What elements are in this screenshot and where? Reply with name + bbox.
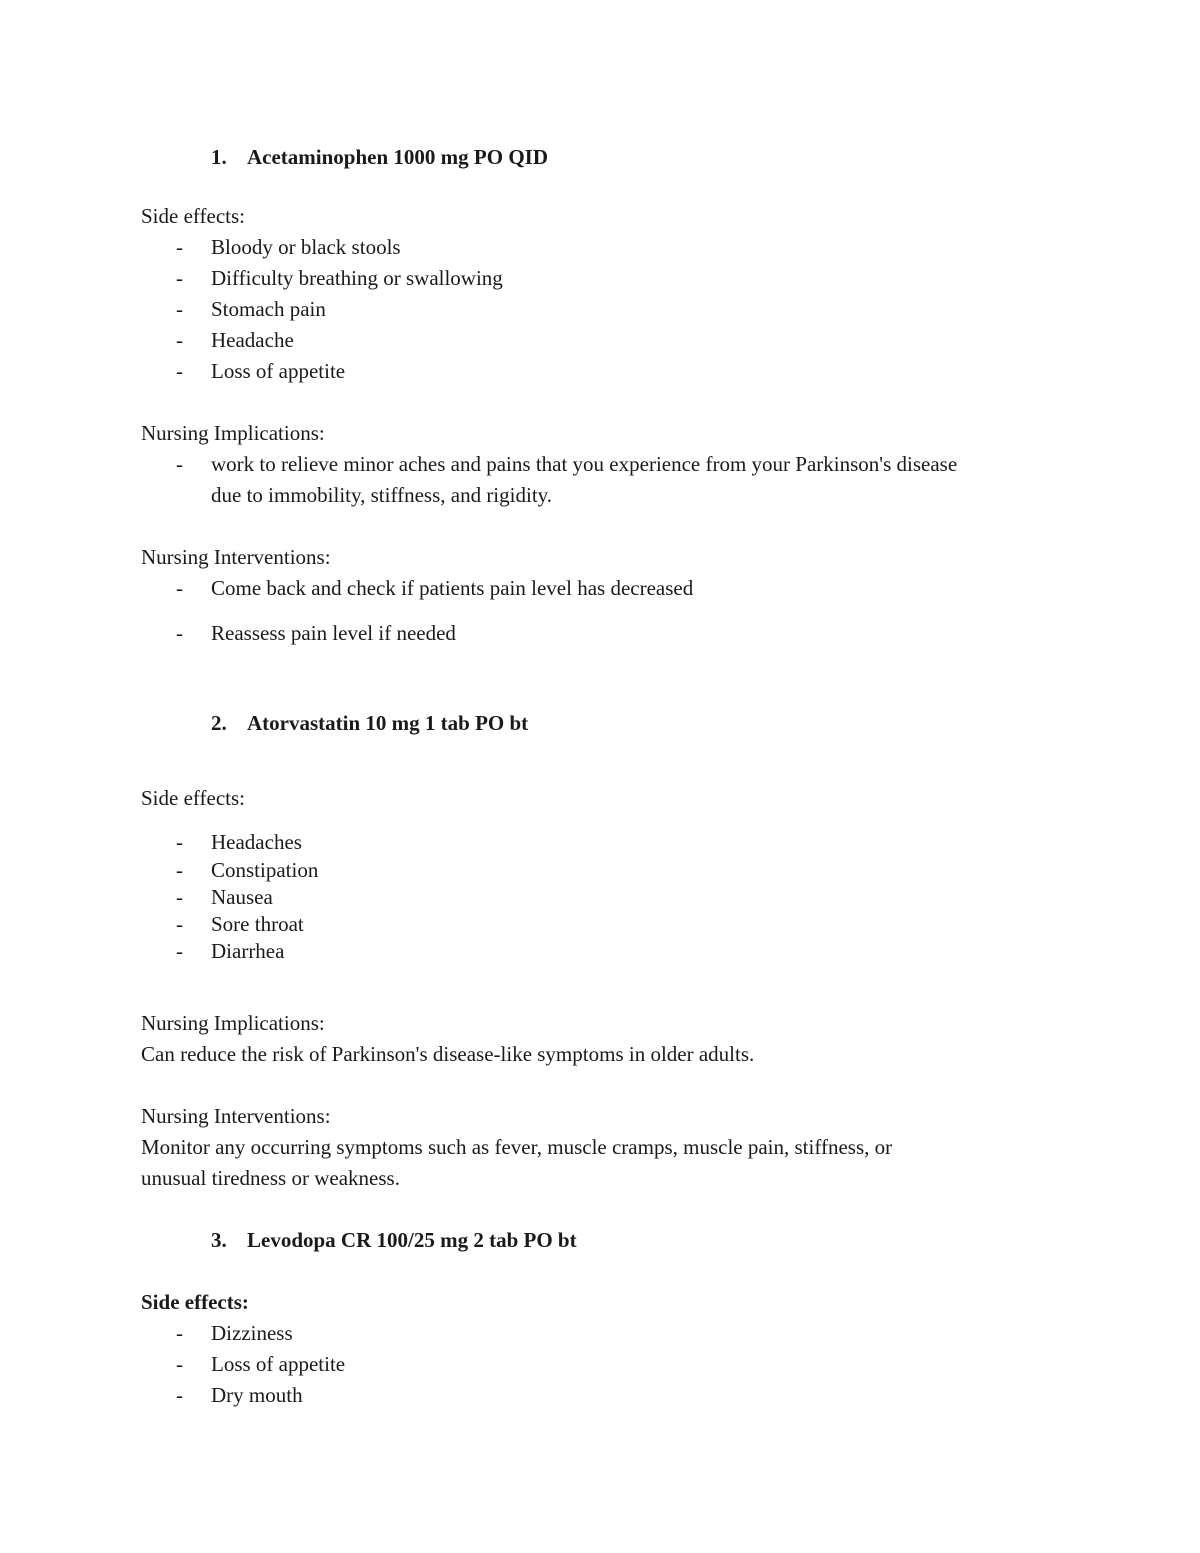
section-title: Atorvastatin 10 mg 1 tab PO bt: [247, 711, 529, 735]
section-title: Acetaminophen 1000 mg PO QID: [247, 145, 548, 169]
side-effects-label: Side effects:: [141, 1290, 249, 1314]
bullet-dash: -: [176, 235, 183, 259]
bullet-dash: -: [176, 1383, 183, 1407]
bullet-dash: -: [176, 1321, 183, 1345]
bullet-dash: -: [176, 830, 183, 854]
bullet-dash: -: [176, 328, 183, 352]
bullet-dash: -: [176, 912, 183, 936]
bullet-dash: -: [176, 266, 183, 290]
bullet-dash: -: [176, 297, 183, 321]
interventions-text: Monitor any occurring symptoms such as fever, muscle cramps, muscle pain, stiffness, or: [141, 1135, 893, 1159]
section-number: 3.: [211, 1228, 227, 1252]
document-page: 1. Acetaminophen 1000 mg PO QID Side effects: - Bloody or black stools - Difficulty breathing or swallowing - Stomach pain - Headache - Loss of appetite Nursing Implications: - work to relieve minor aches and pains that you experience from your Parkinson's disease due to immobility, stiffness, and rigidity. Nursing Interventions: - Come back and check if patients pain level has decreased - Reassess pain level if needed 2. Atorvastatin 10 mg 1 tab PO bt Side effects: - Headaches - Constipation - Nausea - Sore throat - Diarrhea Nursing Implications: Can reduce the risk of Parkinson's disease-like symptoms in older adults. Nursing Interventions: Monitor any occurring symptoms such as fever, muscle cramps, muscle pain, stiffness, or unusual tiredness or weakness. 3. Levodopa CR 100/25 mg 2 tab PO bt Side effects: - Dizziness - Loss of appetite - Dry mouth: [141, 145, 958, 1407]
side-effects-label: Side effects:: [141, 204, 245, 228]
implications-label: Nursing Implications:: [141, 1011, 325, 1035]
bullet-dash: -: [176, 885, 183, 909]
section-number: 1.: [211, 145, 227, 169]
interventions-text: unusual tiredness or weakness.: [141, 1166, 400, 1190]
bullet-dash: -: [176, 1352, 183, 1376]
implications-text: Can reduce the risk of Parkinson's disease-like symptoms in older adults.: [141, 1042, 755, 1066]
section-title: Levodopa CR 100/25 mg 2 tab PO bt: [247, 1228, 577, 1252]
section-number: 2.: [211, 711, 227, 735]
bullet-dash: -: [176, 621, 183, 645]
bullet-dash: -: [176, 939, 183, 963]
interventions-label: Nursing Interventions:: [141, 545, 331, 569]
implications-label: Nursing Implications:: [141, 421, 325, 445]
side-effects-label: Side effects:: [141, 786, 245, 810]
interventions-label: Nursing Interventions:: [141, 1104, 331, 1128]
bullet-dash: -: [176, 359, 183, 383]
bullet-dash: -: [176, 576, 183, 600]
bullet-dash: -: [176, 452, 183, 476]
bullet-dash: -: [176, 858, 183, 882]
